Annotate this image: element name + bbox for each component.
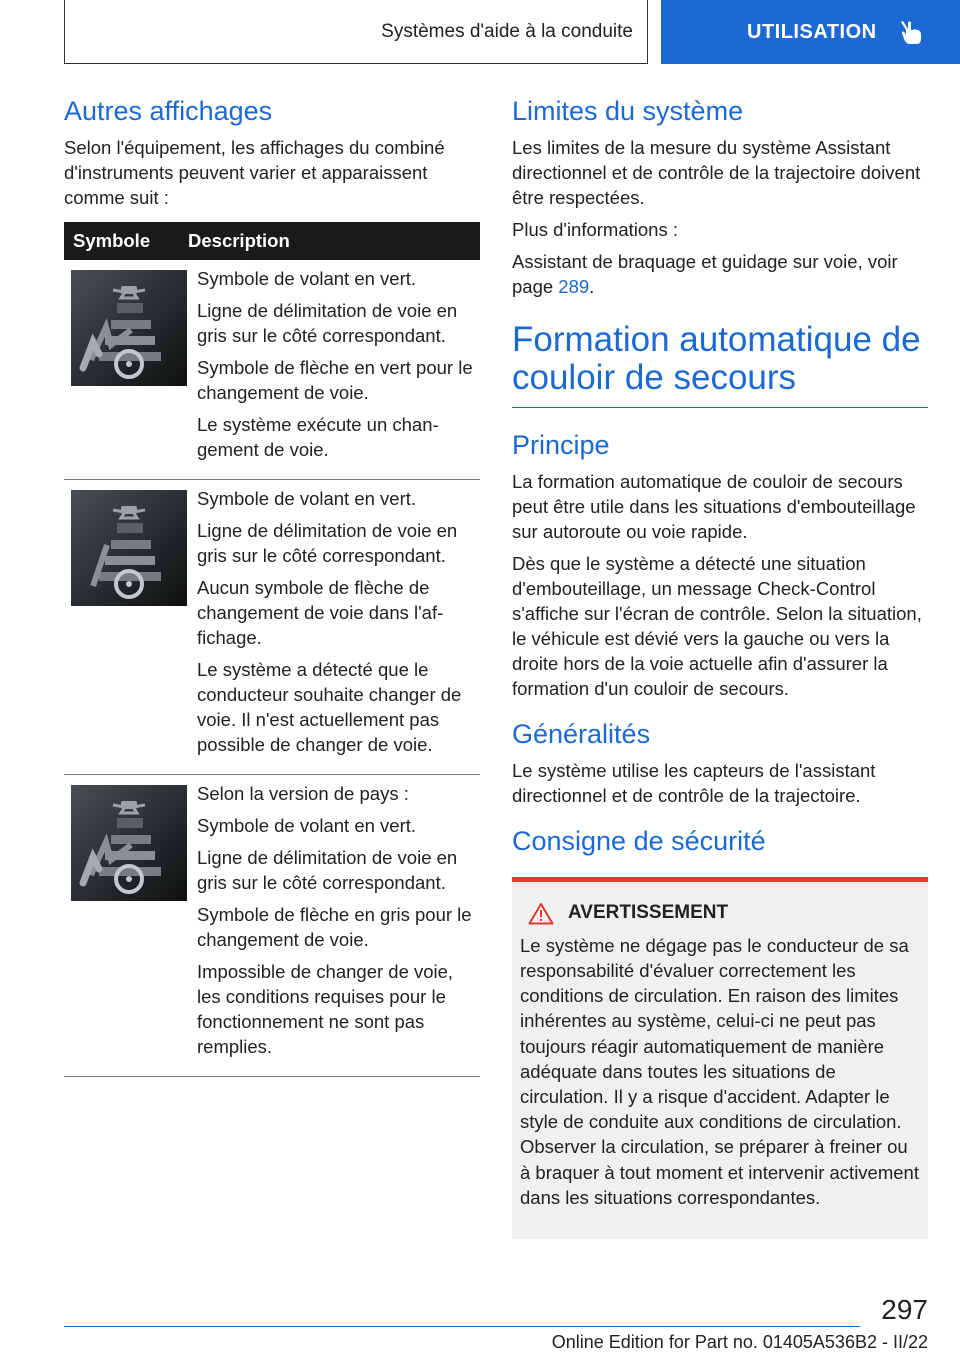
table-row — [64, 775, 480, 1077]
limits-more-info: Plus d'informations : — [512, 219, 678, 241]
description-cell — [188, 775, 480, 1077]
description-line: Symbole de volant en vert. — [197, 268, 417, 290]
warning-text: Le système ne dégage pas le conducteur de sa responsabilité d'évaluer correctement les conditions de circulation. En raison des limites inhérentes au système, celui-ci ne peut pas toujours réagir automatiquement de manière adéquate dans toutes les situations de circulation. Il y a risque d'accident. Adapter le style de conduite aux conditions de circulation. Observer la circulation, se préparer à freiner ou à braquer à tout moment et intervenir activement dans les situations correspondantes. — [520, 934, 919, 1208]
warning-box — [512, 877, 928, 1239]
table-row — [64, 480, 480, 775]
hand-pointer-icon — [899, 19, 923, 45]
left-column — [64, 96, 480, 1077]
lane-change-grey-arrow-image — [71, 785, 187, 901]
description-line: Symbole de flèche en gris pour le changement de voie. — [197, 904, 472, 951]
section-heading-generalites: Généralités — [512, 718, 651, 749]
page-link-289[interactable]: 289 — [558, 276, 590, 298]
table-header-symbole: Symbole — [64, 222, 188, 260]
intro-paragraph: Selon l'équipement, les affichages du combiné d'instruments peuvent varier et apparaissent comme suit : — [64, 137, 445, 209]
symbol-cell — [64, 775, 188, 1077]
warning-title-row — [520, 902, 920, 925]
symbol-table — [64, 222, 480, 1077]
limits-paragraph: Les limites de la mesure du système Assistant directionnel et de contrôle de la trajectoire doivent être respectées. — [512, 137, 921, 209]
principle-paragraph-2: Dès que le système a détecté une situation d'embouteillage, un message Check-Control s'affiche sur l'écran de contrôle. Selon la situation, le véhicule est dévié vers la gauche ou vers la droite hors de la voie actuelle afin d'assurer la formation d'un couloir de secours. — [512, 552, 922, 699]
page-number: 297 — [881, 1294, 928, 1325]
description-cell — [188, 480, 480, 775]
symbol-cell — [64, 260, 188, 480]
description-line: Aucun symbole de flèche de changement de voie dans l'affichage. — [197, 577, 444, 649]
description-line: Symbole de flèche en vert pour le changement de voie. — [197, 357, 473, 404]
description-cell — [188, 260, 480, 480]
right-column — [512, 96, 928, 1239]
header-chapter-tab[interactable] — [661, 0, 960, 64]
warning-title: AVERTISSEMENT — [568, 902, 729, 924]
table-row — [64, 260, 480, 480]
description-line: Symbole de volant en vert. — [197, 488, 417, 510]
principle-paragraph-1: La formation automatique de couloir de secours peut être utile dans les situations d'embouteillage sur autoroute ou voie rapide. — [512, 470, 916, 542]
table-header-description: Description — [188, 222, 480, 260]
footer-divider — [64, 1326, 860, 1327]
section-heading-autres-affichages: Autres affichages — [64, 96, 273, 126]
limits-reference-text: Assistant de braquage et guidage sur voie, voir page — [512, 251, 898, 298]
header-section-title: Systèmes d'aide à la conduite — [381, 20, 633, 42]
section-heading-securite: Consigne de sécurité — [512, 825, 766, 856]
description-line: Ligne de délimitation de voie en gris sur le côté correspondant. — [197, 520, 458, 567]
description-line: Symbole de volant en vert. — [197, 815, 417, 837]
footer-edition: Online Edition for Part no. 01405A536B2 - II/22 — [551, 1332, 928, 1352]
section-heading-limites: Limites du système — [512, 96, 744, 126]
limits-reference-end: . — [589, 276, 595, 298]
description-line: Impossible de changer de voie, les conditions requises pour le fonctionnement ne sont pas remplies. — [197, 961, 454, 1058]
lane-change-no-arrow-image — [71, 490, 187, 606]
lane-change-green-arrow-image — [71, 270, 187, 386]
description-line: Ligne de délimitation de voie en gris sur le côté correspondant. — [197, 300, 458, 347]
description-line: Ligne de délimitation de voie en gris sur le côté correspondant. — [197, 847, 458, 894]
description-line: Le système exécute un changement de voie. — [197, 414, 439, 461]
warning-triangle-icon — [528, 902, 554, 925]
chapter-heading-couloir: Formation automatique de couloir de secours — [512, 321, 928, 408]
symbol-cell — [64, 480, 188, 775]
header-section-title-box — [64, 0, 648, 64]
description-line: Le système a détecté que le conducteur souhaite changer de voie. Il n'est actuellement pas possible de changer de voie. — [197, 659, 462, 756]
header-chapter-label: UTILISATION — [747, 20, 877, 43]
section-heading-principe: Principe — [512, 429, 610, 460]
limits-reference — [512, 249, 928, 299]
description-line: Selon la version de pays : — [197, 783, 409, 805]
general-paragraph: Le système utilise les capteurs de l'assistant directionnel et de contrôle de la trajectoire. — [512, 759, 876, 806]
